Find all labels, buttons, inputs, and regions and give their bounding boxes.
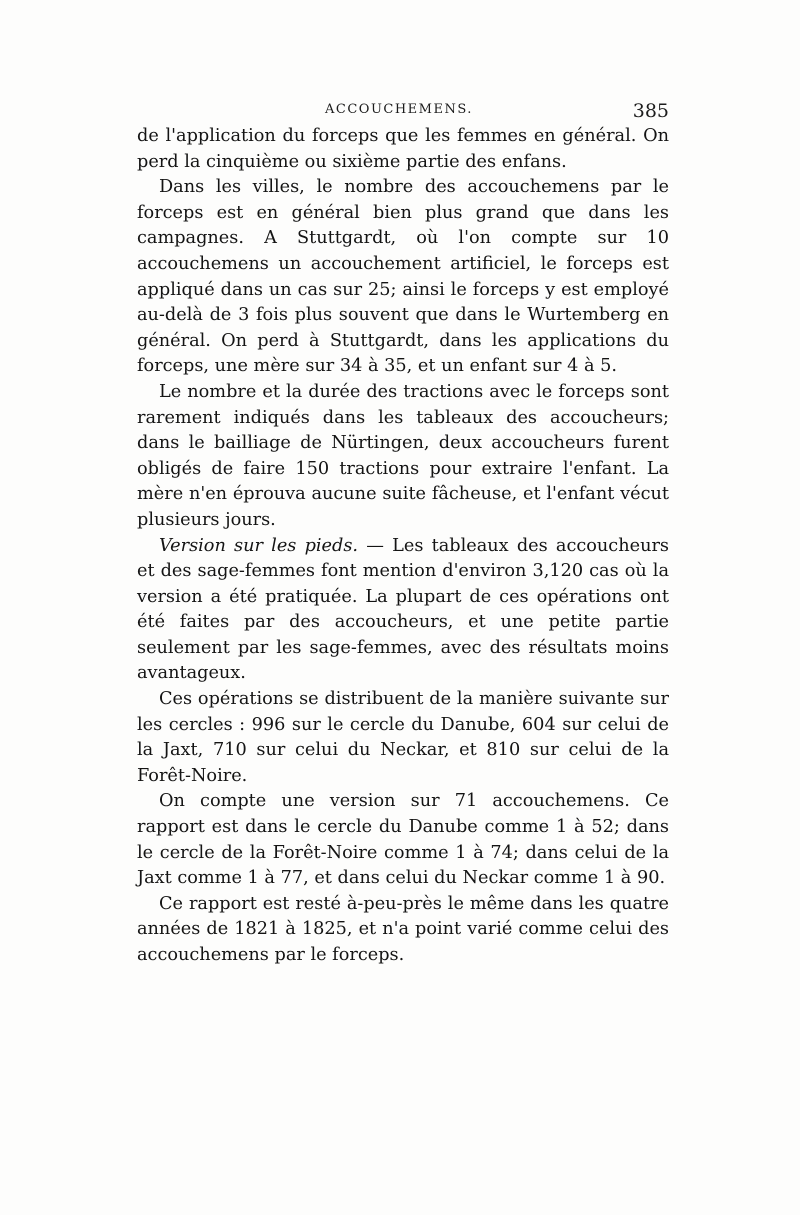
paragraph-7: Ce rapport est resté à-peu-près le même dans les quatre années de 1821 à 1825, et n'a point varié comme celui des accouchemens par le forceps. [137,893,669,965]
paragraph-1: de l'application du forceps que les femmes en général. On perd la cinquième ou sixième partie des enfans. [137,126,669,172]
paragraph-5: Ces opérations se distribuent de la manière suivante sur les cercles : 996 sur le cercle du Danube, 604 sur celui de la Jaxt, 710 sur celui du Neckar, et 810 sur celui de la Forêt-Noire. [137,689,669,786]
page-number: 385 [632,100,669,122]
running-head: ACCOUCHEMENS. [325,102,473,117]
paragraph-3: Le nombre et la durée des tractions avec le forceps sont rarement indiqués dans les tableaux des accoucheurs; dans le bailliage de Nürtingen, deux accoucheurs furent obligés de faire 150 tractions pour extraire l'enfant. La mère n'en éprouva aucune suite fâcheuse, et l'enfant vécut plusieurs jours. [137,381,669,530]
paragraph-4 [137,534,669,688]
paragraph-6: On compte une version sur 71 accouchemens. Ce rapport est dans le cercle du Danube comme 1 à 52; dans le cercle de la Forêt-Noire comme 1 à 74; dans celui de la Jaxt comme 1 à 77, et dans celui du Neckar comme 1 à 90. [137,791,669,889]
paragraph-4-text: — Les tableaux des accoucheurs et des sage-femmes font mention d'environ 3,120 cas où la version a été pratiquée. La plupart de ces opérations ont été faites par des accoucheurs, et une petite partie seulement par les sage-femmes, avec des résultats moins avantageux. [137,535,669,684]
paragraph-2: Dans les villes, le nombre des accouchemens par le forceps est en général bien plus grand que dans les campagnes. A Stuttgardt, où l'on compte sur 10 accouchemens un accouchement artificiel, le forceps est appliqué dans un cas sur 25; ainsi le forceps y est employé au-delà de 3 fois plus souvent que dans le Wurtemberg en général. On perd à Stuttgardt, dans les applications du forceps, une mère sur 34 à 35, et un enfant sur 4 à 5. [137,177,669,377]
body-text [137,124,669,969]
page-header [137,100,669,124]
section-lead-version: Version sur les pieds. [159,535,359,556]
